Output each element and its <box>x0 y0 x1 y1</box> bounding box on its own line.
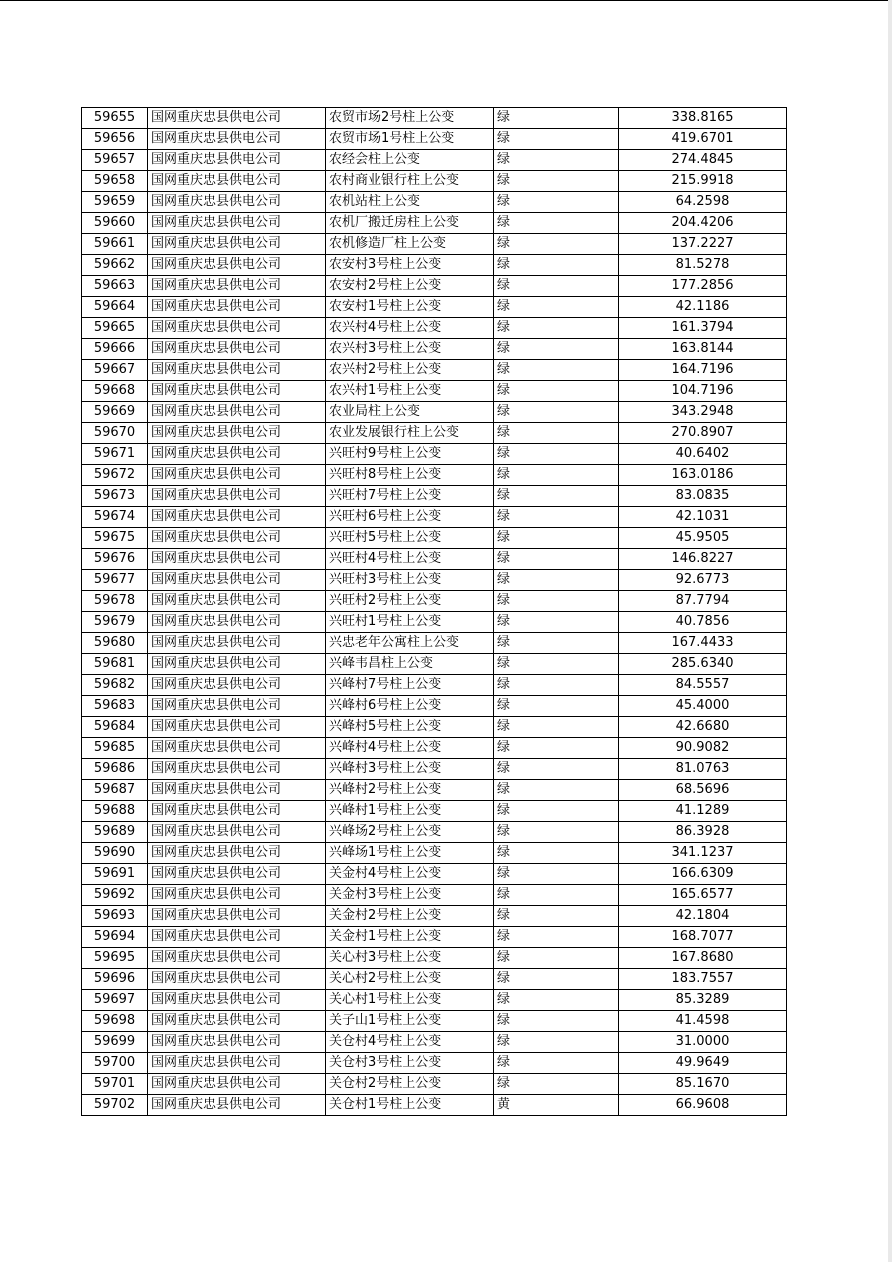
row-id-cell: 59696 <box>82 969 148 990</box>
transformer-name-cell: 关心村3号柱上公变 <box>326 948 494 969</box>
value-cell: 343.2948 <box>619 402 787 423</box>
value-cell: 83.0835 <box>619 486 787 507</box>
row-id-cell: 59669 <box>82 402 148 423</box>
company-cell: 国网重庆忠县供电公司 <box>148 402 326 423</box>
transformer-name-cell: 兴旺村3号柱上公变 <box>326 570 494 591</box>
status-color-cell: 绿 <box>494 486 619 507</box>
table-row <box>82 381 787 402</box>
value-cell: 81.5278 <box>619 255 787 276</box>
status-color-cell: 绿 <box>494 1011 619 1032</box>
company-cell: 国网重庆忠县供电公司 <box>148 738 326 759</box>
table-row <box>82 570 787 591</box>
company-cell: 国网重庆忠县供电公司 <box>148 969 326 990</box>
value-cell: 42.1186 <box>619 297 787 318</box>
value-cell: 42.1804 <box>619 906 787 927</box>
value-cell: 285.6340 <box>619 654 787 675</box>
value-cell: 42.1031 <box>619 507 787 528</box>
row-id-cell: 59698 <box>82 1011 148 1032</box>
table-row <box>82 129 787 150</box>
row-id-cell: 59701 <box>82 1074 148 1095</box>
status-color-cell: 绿 <box>494 129 619 150</box>
row-id-cell: 59672 <box>82 465 148 486</box>
company-cell: 国网重庆忠县供电公司 <box>148 801 326 822</box>
transformer-name-cell: 兴峰村5号柱上公变 <box>326 717 494 738</box>
status-color-cell: 绿 <box>494 822 619 843</box>
transformer-name-cell: 关仓村4号柱上公变 <box>326 1032 494 1053</box>
value-cell: 137.2227 <box>619 234 787 255</box>
company-cell: 国网重庆忠县供电公司 <box>148 948 326 969</box>
row-id-cell: 59676 <box>82 549 148 570</box>
value-cell: 68.5696 <box>619 780 787 801</box>
table-row <box>82 297 787 318</box>
company-cell: 国网重庆忠县供电公司 <box>148 486 326 507</box>
value-cell: 66.9608 <box>619 1095 787 1116</box>
data-table <box>81 107 787 1116</box>
status-color-cell: 绿 <box>494 843 619 864</box>
status-color-cell: 绿 <box>494 255 619 276</box>
company-cell: 国网重庆忠县供电公司 <box>148 759 326 780</box>
table-row <box>82 444 787 465</box>
row-id-cell: 59694 <box>82 927 148 948</box>
transformer-name-cell: 农机修造厂柱上公变 <box>326 234 494 255</box>
value-cell: 274.4845 <box>619 150 787 171</box>
company-cell: 国网重庆忠县供电公司 <box>148 381 326 402</box>
status-color-cell: 绿 <box>494 1032 619 1053</box>
table-row <box>82 276 787 297</box>
value-cell: 42.6680 <box>619 717 787 738</box>
table-row <box>82 486 787 507</box>
company-cell: 国网重庆忠县供电公司 <box>148 360 326 381</box>
transformer-name-cell: 兴旺村1号柱上公变 <box>326 612 494 633</box>
table-row <box>82 402 787 423</box>
company-cell: 国网重庆忠县供电公司 <box>148 822 326 843</box>
status-color-cell: 绿 <box>494 927 619 948</box>
value-cell: 85.3289 <box>619 990 787 1011</box>
status-color-cell: 绿 <box>494 696 619 717</box>
company-cell: 国网重庆忠县供电公司 <box>148 150 326 171</box>
row-id-cell: 59660 <box>82 213 148 234</box>
status-color-cell: 绿 <box>494 444 619 465</box>
table-row <box>82 255 787 276</box>
company-cell: 国网重庆忠县供电公司 <box>148 318 326 339</box>
transformer-name-cell: 兴旺村8号柱上公变 <box>326 465 494 486</box>
row-id-cell: 59674 <box>82 507 148 528</box>
status-color-cell: 绿 <box>494 591 619 612</box>
status-color-cell: 绿 <box>494 654 619 675</box>
value-cell: 40.6402 <box>619 444 787 465</box>
table-row <box>82 507 787 528</box>
row-id-cell: 59658 <box>82 171 148 192</box>
row-id-cell: 59692 <box>82 885 148 906</box>
status-color-cell: 绿 <box>494 612 619 633</box>
company-cell: 国网重庆忠县供电公司 <box>148 591 326 612</box>
value-cell: 41.4598 <box>619 1011 787 1032</box>
value-cell: 338.8165 <box>619 108 787 129</box>
transformer-name-cell: 农贸市场1号柱上公变 <box>326 129 494 150</box>
status-color-cell: 绿 <box>494 465 619 486</box>
company-cell: 国网重庆忠县供电公司 <box>148 129 326 150</box>
status-color-cell: 绿 <box>494 171 619 192</box>
row-id-cell: 59699 <box>82 1032 148 1053</box>
transformer-name-cell: 农业局柱上公变 <box>326 402 494 423</box>
transformer-name-cell: 兴旺村6号柱上公变 <box>326 507 494 528</box>
table-row <box>82 339 787 360</box>
transformer-name-cell: 农机厂搬迁房柱上公变 <box>326 213 494 234</box>
status-color-cell: 绿 <box>494 990 619 1011</box>
row-id-cell: 59682 <box>82 675 148 696</box>
transformer-name-cell: 兴旺村4号柱上公变 <box>326 549 494 570</box>
table-row <box>82 801 787 822</box>
value-cell: 40.7856 <box>619 612 787 633</box>
row-id-cell: 59693 <box>82 906 148 927</box>
row-id-cell: 59659 <box>82 192 148 213</box>
row-id-cell: 59677 <box>82 570 148 591</box>
value-cell: 31.0000 <box>619 1032 787 1053</box>
table-row <box>82 612 787 633</box>
company-cell: 国网重庆忠县供电公司 <box>148 612 326 633</box>
status-color-cell: 绿 <box>494 423 619 444</box>
status-color-cell: 绿 <box>494 948 619 969</box>
status-color-cell: 绿 <box>494 969 619 990</box>
table-row <box>82 654 787 675</box>
row-id-cell: 59702 <box>82 1095 148 1116</box>
status-color-cell: 绿 <box>494 381 619 402</box>
status-color-cell: 绿 <box>494 150 619 171</box>
company-cell: 国网重庆忠县供电公司 <box>148 528 326 549</box>
status-color-cell: 绿 <box>494 549 619 570</box>
table-row <box>82 780 787 801</box>
company-cell: 国网重庆忠县供电公司 <box>148 507 326 528</box>
status-color-cell: 绿 <box>494 108 619 129</box>
value-cell: 45.9505 <box>619 528 787 549</box>
company-cell: 国网重庆忠县供电公司 <box>148 1011 326 1032</box>
table-row <box>82 423 787 444</box>
table-row <box>82 150 787 171</box>
company-cell: 国网重庆忠县供电公司 <box>148 633 326 654</box>
transformer-name-cell: 兴峰场2号柱上公变 <box>326 822 494 843</box>
value-cell: 81.0763 <box>619 759 787 780</box>
company-cell: 国网重庆忠县供电公司 <box>148 171 326 192</box>
table-row <box>82 108 787 129</box>
status-color-cell: 绿 <box>494 318 619 339</box>
row-id-cell: 59666 <box>82 339 148 360</box>
table-row <box>82 990 787 1011</box>
table-row <box>82 1074 787 1095</box>
value-cell: 215.9918 <box>619 171 787 192</box>
company-cell: 国网重庆忠县供电公司 <box>148 108 326 129</box>
value-cell: 166.6309 <box>619 864 787 885</box>
company-cell: 国网重庆忠县供电公司 <box>148 654 326 675</box>
transformer-name-cell: 兴旺村5号柱上公变 <box>326 528 494 549</box>
company-cell: 国网重庆忠县供电公司 <box>148 213 326 234</box>
value-cell: 204.4206 <box>619 213 787 234</box>
table-row <box>82 906 787 927</box>
row-id-cell: 59665 <box>82 318 148 339</box>
table-row <box>82 1032 787 1053</box>
transformer-name-cell: 关仓村2号柱上公变 <box>326 1074 494 1095</box>
company-cell: 国网重庆忠县供电公司 <box>148 906 326 927</box>
value-cell: 168.7077 <box>619 927 787 948</box>
company-cell: 国网重庆忠县供电公司 <box>148 696 326 717</box>
company-cell: 国网重庆忠县供电公司 <box>148 423 326 444</box>
transformer-name-cell: 关金村4号柱上公变 <box>326 864 494 885</box>
status-color-cell: 绿 <box>494 234 619 255</box>
company-cell: 国网重庆忠县供电公司 <box>148 444 326 465</box>
company-cell: 国网重庆忠县供电公司 <box>148 864 326 885</box>
company-cell: 国网重庆忠县供电公司 <box>148 1074 326 1095</box>
value-cell: 163.8144 <box>619 339 787 360</box>
status-color-cell: 绿 <box>494 801 619 822</box>
table-row <box>82 549 787 570</box>
value-cell: 45.4000 <box>619 696 787 717</box>
value-cell: 419.6701 <box>619 129 787 150</box>
row-id-cell: 59687 <box>82 780 148 801</box>
transformer-name-cell: 农兴村3号柱上公变 <box>326 339 494 360</box>
transformer-name-cell: 关仓村1号柱上公变 <box>326 1095 494 1116</box>
company-cell: 国网重庆忠县供电公司 <box>148 255 326 276</box>
row-id-cell: 59680 <box>82 633 148 654</box>
company-cell: 国网重庆忠县供电公司 <box>148 1053 326 1074</box>
row-id-cell: 59690 <box>82 843 148 864</box>
top-border-line <box>0 0 892 1</box>
table-row <box>82 1053 787 1074</box>
status-color-cell: 绿 <box>494 780 619 801</box>
company-cell: 国网重庆忠县供电公司 <box>148 675 326 696</box>
row-id-cell: 59686 <box>82 759 148 780</box>
table-row <box>82 1011 787 1032</box>
transformer-name-cell: 兴旺村7号柱上公变 <box>326 486 494 507</box>
status-color-cell: 绿 <box>494 360 619 381</box>
row-id-cell: 59655 <box>82 108 148 129</box>
status-color-cell: 绿 <box>494 717 619 738</box>
row-id-cell: 59679 <box>82 612 148 633</box>
value-cell: 87.7794 <box>619 591 787 612</box>
table-row <box>82 171 787 192</box>
table-row <box>82 465 787 486</box>
company-cell: 国网重庆忠县供电公司 <box>148 780 326 801</box>
transformer-name-cell: 关心村2号柱上公变 <box>326 969 494 990</box>
status-color-cell: 绿 <box>494 759 619 780</box>
transformer-name-cell: 关金村2号柱上公变 <box>326 906 494 927</box>
status-color-cell: 绿 <box>494 507 619 528</box>
value-cell: 84.5557 <box>619 675 787 696</box>
table-row <box>82 822 787 843</box>
row-id-cell: 59683 <box>82 696 148 717</box>
row-id-cell: 59664 <box>82 297 148 318</box>
row-id-cell: 59656 <box>82 129 148 150</box>
row-id-cell: 59684 <box>82 717 148 738</box>
transformer-name-cell: 农安村2号柱上公变 <box>326 276 494 297</box>
value-cell: 164.7196 <box>619 360 787 381</box>
transformer-name-cell: 农业发展银行柱上公变 <box>326 423 494 444</box>
company-cell: 国网重庆忠县供电公司 <box>148 297 326 318</box>
status-color-cell: 绿 <box>494 885 619 906</box>
table-row <box>82 948 787 969</box>
table-row <box>82 675 787 696</box>
table-row <box>82 360 787 381</box>
row-id-cell: 59670 <box>82 423 148 444</box>
page-right-edge <box>888 0 892 1262</box>
value-cell: 85.1670 <box>619 1074 787 1095</box>
row-id-cell: 59671 <box>82 444 148 465</box>
value-cell: 90.9082 <box>619 738 787 759</box>
transformer-name-cell: 关心村1号柱上公变 <box>326 990 494 1011</box>
transformer-name-cell: 兴峰村6号柱上公变 <box>326 696 494 717</box>
company-cell: 国网重庆忠县供电公司 <box>148 549 326 570</box>
table-row <box>82 213 787 234</box>
company-cell: 国网重庆忠县供电公司 <box>148 465 326 486</box>
transformer-name-cell: 农安村1号柱上公变 <box>326 297 494 318</box>
company-cell: 国网重庆忠县供电公司 <box>148 276 326 297</box>
value-cell: 64.2598 <box>619 192 787 213</box>
table-body <box>82 108 787 1116</box>
table-row <box>82 759 787 780</box>
status-color-cell: 绿 <box>494 402 619 423</box>
transformer-name-cell: 关子山1号柱上公变 <box>326 1011 494 1032</box>
transformer-name-cell: 农安村3号柱上公变 <box>326 255 494 276</box>
transformer-name-cell: 关金村1号柱上公变 <box>326 927 494 948</box>
transformer-name-cell: 农机站柱上公变 <box>326 192 494 213</box>
status-color-cell: 绿 <box>494 675 619 696</box>
value-cell: 49.9649 <box>619 1053 787 1074</box>
value-cell: 167.8680 <box>619 948 787 969</box>
table-row <box>82 318 787 339</box>
row-id-cell: 59675 <box>82 528 148 549</box>
row-id-cell: 59673 <box>82 486 148 507</box>
company-cell: 国网重庆忠县供电公司 <box>148 1095 326 1116</box>
row-id-cell: 59661 <box>82 234 148 255</box>
value-cell: 161.3794 <box>619 318 787 339</box>
row-id-cell: 59689 <box>82 822 148 843</box>
company-cell: 国网重庆忠县供电公司 <box>148 339 326 360</box>
transformer-name-cell: 兴峰场1号柱上公变 <box>326 843 494 864</box>
table-row <box>82 738 787 759</box>
value-cell: 104.7196 <box>619 381 787 402</box>
row-id-cell: 59678 <box>82 591 148 612</box>
row-id-cell: 59662 <box>82 255 148 276</box>
status-color-cell: 绿 <box>494 276 619 297</box>
transformer-name-cell: 农兴村2号柱上公变 <box>326 360 494 381</box>
transformer-name-cell: 农村商业银行柱上公变 <box>326 171 494 192</box>
transformer-name-cell: 农兴村1号柱上公变 <box>326 381 494 402</box>
table-row <box>82 192 787 213</box>
transformer-name-cell: 兴峰村4号柱上公变 <box>326 738 494 759</box>
row-id-cell: 59668 <box>82 381 148 402</box>
row-id-cell: 59697 <box>82 990 148 1011</box>
row-id-cell: 59688 <box>82 801 148 822</box>
company-cell: 国网重庆忠县供电公司 <box>148 570 326 591</box>
transformer-name-cell: 农贸市场2号柱上公变 <box>326 108 494 129</box>
status-color-cell: 绿 <box>494 297 619 318</box>
status-color-cell: 绿 <box>494 339 619 360</box>
transformer-name-cell: 兴旺村2号柱上公变 <box>326 591 494 612</box>
row-id-cell: 59663 <box>82 276 148 297</box>
value-cell: 183.7557 <box>619 969 787 990</box>
row-id-cell: 59681 <box>82 654 148 675</box>
status-color-cell: 绿 <box>494 528 619 549</box>
transformer-name-cell: 兴旺村9号柱上公变 <box>326 444 494 465</box>
table-row <box>82 696 787 717</box>
status-color-cell: 绿 <box>494 570 619 591</box>
table-row <box>82 633 787 654</box>
value-cell: 86.3928 <box>619 822 787 843</box>
table-row <box>82 528 787 549</box>
transformer-name-cell: 兴峰韦昌柱上公变 <box>326 654 494 675</box>
transformer-name-cell: 农兴村4号柱上公变 <box>326 318 494 339</box>
status-color-cell: 绿 <box>494 192 619 213</box>
status-color-cell: 绿 <box>494 906 619 927</box>
value-cell: 146.8227 <box>619 549 787 570</box>
table-row <box>82 864 787 885</box>
row-id-cell: 59667 <box>82 360 148 381</box>
status-color-cell: 绿 <box>494 633 619 654</box>
company-cell: 国网重庆忠县供电公司 <box>148 717 326 738</box>
company-cell: 国网重庆忠县供电公司 <box>148 885 326 906</box>
table-row <box>82 969 787 990</box>
status-color-cell: 黄 <box>494 1095 619 1116</box>
transformer-name-cell: 关仓村3号柱上公变 <box>326 1053 494 1074</box>
row-id-cell: 59685 <box>82 738 148 759</box>
row-id-cell: 59695 <box>82 948 148 969</box>
table-row <box>82 885 787 906</box>
value-cell: 92.6773 <box>619 570 787 591</box>
company-cell: 国网重庆忠县供电公司 <box>148 192 326 213</box>
company-cell: 国网重庆忠县供电公司 <box>148 927 326 948</box>
row-id-cell: 59691 <box>82 864 148 885</box>
company-cell: 国网重庆忠县供电公司 <box>148 990 326 1011</box>
transformer-name-cell: 兴忠老年公寓柱上公变 <box>326 633 494 654</box>
row-id-cell: 59700 <box>82 1053 148 1074</box>
table-row <box>82 1095 787 1116</box>
company-cell: 国网重庆忠县供电公司 <box>148 843 326 864</box>
table-row <box>82 717 787 738</box>
status-color-cell: 绿 <box>494 213 619 234</box>
value-cell: 165.6577 <box>619 885 787 906</box>
transformer-name-cell: 兴峰村2号柱上公变 <box>326 780 494 801</box>
status-color-cell: 绿 <box>494 864 619 885</box>
table-row <box>82 591 787 612</box>
transformer-name-cell: 兴峰村7号柱上公变 <box>326 675 494 696</box>
table-row <box>82 927 787 948</box>
table-row <box>82 234 787 255</box>
transformer-name-cell: 兴峰村1号柱上公变 <box>326 801 494 822</box>
row-id-cell: 59657 <box>82 150 148 171</box>
status-color-cell: 绿 <box>494 1053 619 1074</box>
value-cell: 41.1289 <box>619 801 787 822</box>
value-cell: 167.4433 <box>619 633 787 654</box>
transformer-name-cell: 兴峰村3号柱上公变 <box>326 759 494 780</box>
transformer-name-cell: 农经会柱上公变 <box>326 150 494 171</box>
value-cell: 163.0186 <box>619 465 787 486</box>
value-cell: 177.2856 <box>619 276 787 297</box>
value-cell: 270.8907 <box>619 423 787 444</box>
transformer-name-cell: 关金村3号柱上公变 <box>326 885 494 906</box>
status-color-cell: 绿 <box>494 738 619 759</box>
value-cell: 341.1237 <box>619 843 787 864</box>
company-cell: 国网重庆忠县供电公司 <box>148 234 326 255</box>
table-row <box>82 843 787 864</box>
status-color-cell: 绿 <box>494 1074 619 1095</box>
company-cell: 国网重庆忠县供电公司 <box>148 1032 326 1053</box>
